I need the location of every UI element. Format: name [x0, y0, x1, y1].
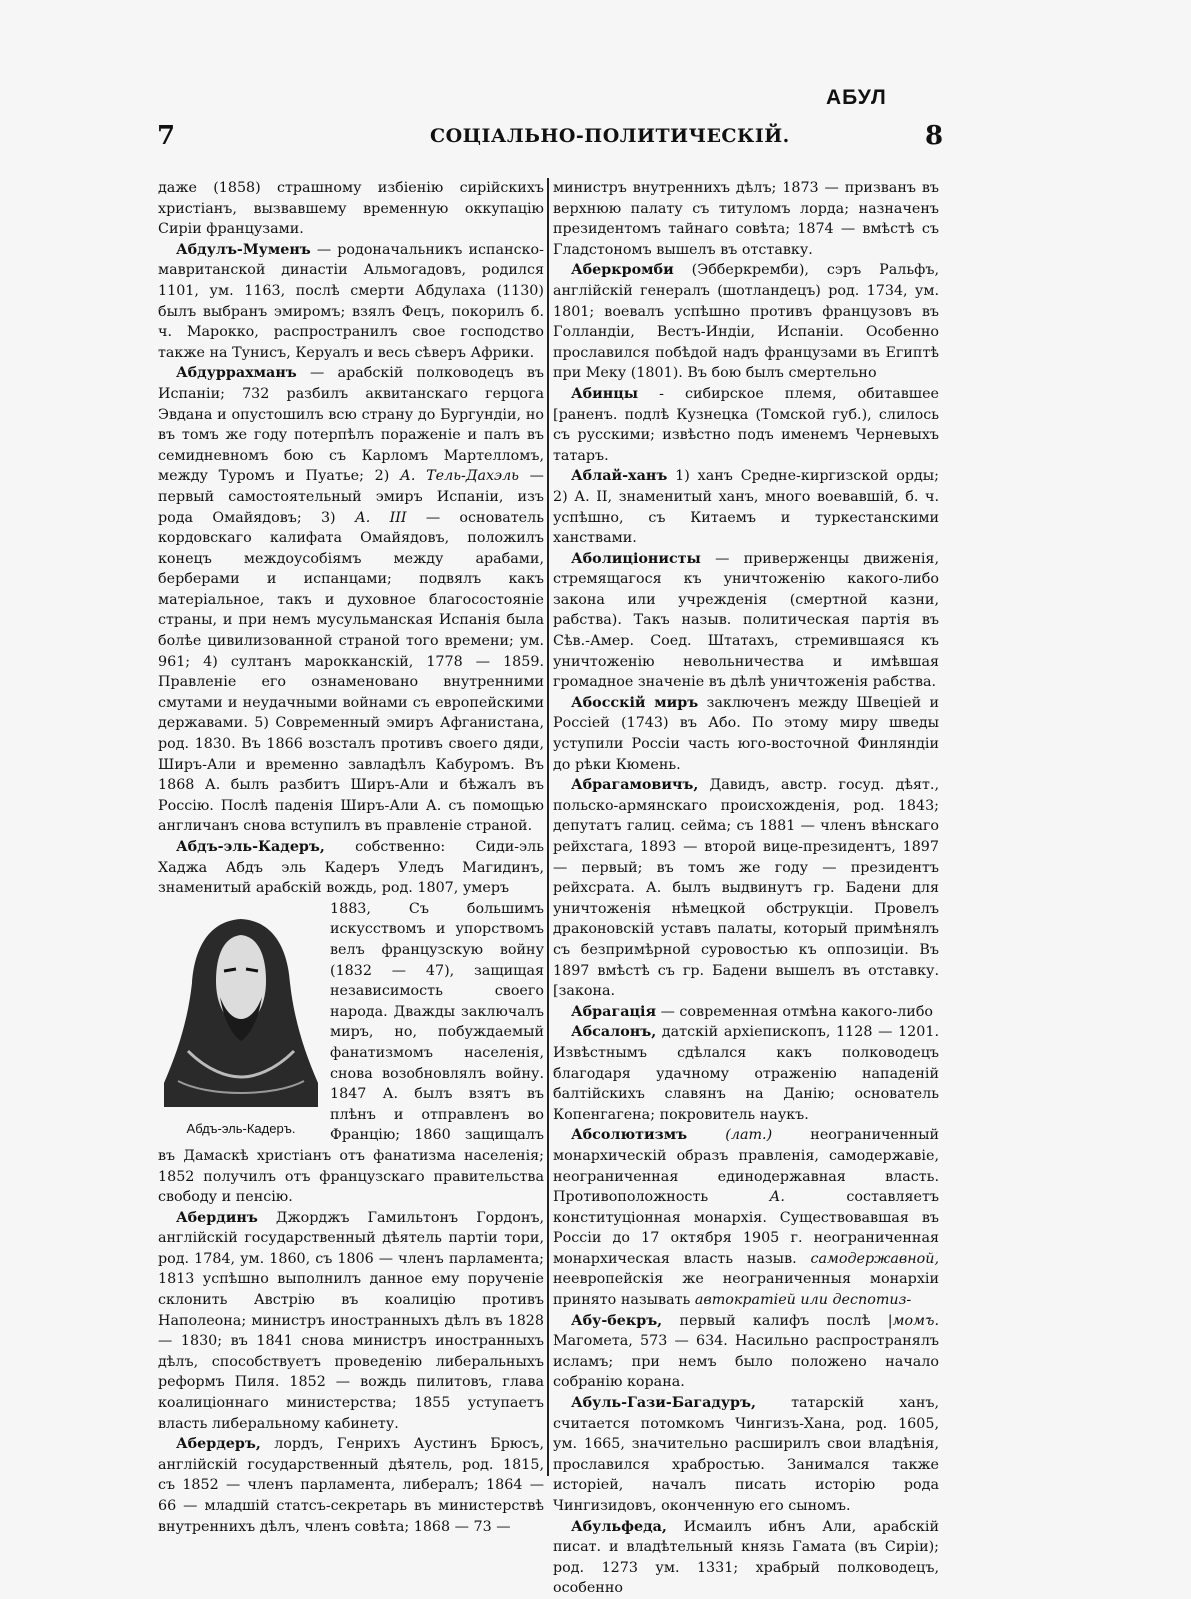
entry-aberdare: Абердеръ, лордъ, Генрихъ Аустинъ Брюсъ, англійскій государственный дѣятель, род. 1815, съ 1852 — членъ парламента, либералъ; 1864 — 66 — младшій статсъ-секретарь въ министерствѣ внутреннихъ дѣлъ, членъ совѣта; 1868 — 73 — — [158, 1436, 544, 1535]
entry-abd-el-kader-cont: 1883, Съ большимъ искусствомъ и упорствомъ велъ французскую войну (1832 — 47), защищая независимость своего народа. Дважды заключалъ миръ, но, побуждаемый фанатизмомъ населенія, снова возобновлялъ войну. 1847 А. былъ взятъ въ плѣнъ и отправленъ во Францію; 1860 защищалъ въ Дамаскѣ христіанъ отъ фанатизма населенія; 1852 получилъ отъ французскаго правительства свободу и пенсію. — [158, 900, 544, 1206]
portrait-engraving — [158, 901, 324, 1115]
entry-headword: Аболиціонисты — [571, 550, 701, 567]
entry-headword: Абинцы — [571, 385, 639, 402]
entry-absolutism: Абсолютизмъ (лат.) неограниченный монархическій образъ правленія, самодержавіе, неограниченная единодержавная власть. Противоположность А. составляетъ конституціонная монархія. Существовавшая въ Россіи до 17 октября 1905 г. неограниченная монархическая власть назыв. самодержавной, неевропейскія же неограниченныя монархіи принято называть автократіей или деспотиз- — [553, 1127, 939, 1309]
entry-abolitionists: Аболиціонисты — приверженцы движенія, стремящагося къ уничтоженію какого-либо закона или учрежденія (смертной казни, рабства). Такъ назыв. политическая партія въ Сѣв.-Амер. Соед. Штатахъ, стремившаяся къ уничтоженію невольничества и имѣвшая громадное значеніе въ дѣлѣ уничтоженія рабства. — [553, 550, 939, 691]
entry-abu-bekr: Абу-бекръ, первый калифъ послѣ |момъ. Магомета, 573 — 634. Насильно распространялъ исламъ; при немъ было положено начало собранію корана. — [553, 1312, 939, 1391]
entry-abdul-mumen: Абдулъ-Муменъ — родоначальникъ испанско-мавританской династіи Альмогадовъ, родился 1101, ум. 1163, послѣ смерти Абдулаха (1130) былъ выбранъ эмиромъ; взялъ Фецъ, покорилъ б. ч. Марокко, распространилъ свое господство также на Тунисъ, Керуалъ и весь сѣверъ Африки. — [158, 241, 544, 361]
page-number-left: 7 — [157, 121, 176, 151]
entry-headword: Абрагамовичъ, — [571, 777, 699, 794]
entry-abercromby: Аберкромби (Эбберкремби), сэръ Ральфъ, англійскій генералъ (шотландецъ) род. 1734, ум. 1801; воевалъ успѣшно противъ французовъ въ Голландіи, Вестъ-Индіи, Испаніи. Особенно прославился побѣдой надъ французами въ Египтѣ при Меку (1801). Въ бою былъ смертельно — [553, 262, 939, 382]
entry-abrahamowicz: Абрагамовичъ, Давидъ, австр. госуд. дѣят., польско-армянскаго происхожденія, род. 1843; депутатъ галиц. сейма; съ 1881 — членъ вѣнскаго рейхстага, 1893 — второй вице-президентъ, 1897 — первый; въ томъ же году — президентъ рейхсрата. А. былъ выдвинутъ гр. Бадени для уничтоженія нѣмецкой обструкціи. Провелъ драконовскій уставъ палаты, который примѣнялъ съ безпримѣрной суровостью къ оппозиціи. Въ 1897 вмѣстѣ съ гр. Бадени вышелъ въ отставку. [закона. — [553, 777, 939, 1000]
entry-headword: Абосскій миръ — [571, 694, 699, 711]
entry-abdurrahman: Абдуррахманъ — арабскій полководецъ въ Испаніи; 732 разбилъ аквитанскаго герцога Эвдана и опустошилъ всю страну до Бургундіи, но въ томъ же году потерпѣлъ пораженіе и палъ въ семидневномъ бою съ Карломъ Мартелломъ, между Туромъ и Пуатье; 2) А. Тель-Дахэль — первый самостоятельный эмиръ Испаніи, изъ рода Омайядовъ; 3) А. III — основатель кордовскаго калифата Омайядовъ, положилъ конецъ междоусобіямъ между арабами, берберами и испанцами; подвялъ какъ матеріальное, такъ и духовное благосостояніе страны, и при немъ мусульманская Испанія была болѣе цивилизованной страной того времени; ум. 961; 4) султанъ марокканскій, 1778 — 1859. Правленіе его ознаменовано внутренними смутами и неудачными войнами съ европейскими державами. 5) Современный эмиръ Афганистана, род. 1830. Въ 1866 возсталъ противъ своего дяди, Ширъ-Али и временно завладѣлъ Кабуромъ. Въ 1868 А. былъ разбитъ Ширъ-Али и бѣжалъ въ Россію. Послѣ паденія Ширъ-Али А. съ помощью англичанъ снова вступилъ въ правленіе страной. — [158, 365, 544, 835]
entry-abintsy: Абинцы - сибирское племя, обитавшее [раненъ. подлѣ Кузнецка (Томской губ.), слилось съ русскими; извѣстно подъ именемъ Черневыхъ татаръ. — [553, 385, 939, 464]
portrait-caption: Абдъ-эль-Кадеръ. — [186, 1120, 296, 1136]
left-column — [158, 178, 544, 1537]
entry-headword: Абердинъ — [176, 1209, 258, 1226]
entry-headword: Абдулъ-Муменъ — [176, 241, 311, 258]
entry-headword: Абуль-Гази-Багадуръ, — [571, 1395, 756, 1412]
entry-headword: Абсолютизмъ — [571, 1127, 688, 1144]
entry-headword: Аблай-ханъ — [571, 468, 668, 485]
entry-absalon: Абсалонъ, датскій архіепископъ, 1128 — 1201. Извѣстнымъ сдѣлался какъ полководецъ благодаря удачному отраженію нападеній балтійскихъ славянъ на Данію; основатель Копенгагена; покровитель наукъ. — [553, 1024, 939, 1123]
entry-abo-peace: Абосскій миръ заключенъ между Швеціей и Россіей (1743) въ Або. По этому миру шведы уступили Россіи часть юго-восточной Финляндіи до рѣки Кюмень. — [553, 694, 939, 773]
column-divider — [547, 178, 549, 1476]
entry-abd-el-kader: Абдъ-эль-Кадеръ, собственно: Сиди-эль Хаджа Абдъ эль Кадеръ Уледъ Магидинъ, знаменитый арабскій вождь, род. 1807, умеръ — [158, 839, 544, 897]
running-head: АБУЛ — [826, 86, 887, 109]
entry-continuation: даже (1858) страшному избіенію сирійскихъ христіанъ, вызвавшему временную оккупацію Сиріи французами. — [158, 180, 544, 238]
entry-headword: Абдуррахманъ — [176, 365, 297, 382]
entry-headword: Абдъ-эль-Кадеръ, — [176, 839, 325, 855]
page-title: СОЦІАЛЬНО-ПОЛИТИЧЕСКІЙ. — [430, 125, 790, 147]
entry-headword: Абу-бекръ, — [571, 1312, 663, 1329]
entry-abul-gazi: Абуль-Гази-Багадуръ, татарскій ханъ, считается потомкомъ Чингизъ-Хана, род. 1605, ум. 1665, значительно расширилъ свои владѣнія, прославился храбростью. Занимался также исторіей, началъ писать исторію рода Чингизидовъ, оконченную его сыномъ. — [553, 1395, 939, 1514]
entry-headword: Абрагація — [571, 1003, 657, 1020]
entry-headword: Аберкромби — [571, 262, 674, 279]
portrait-illustration — [158, 901, 324, 1139]
entry-aberdeen: Абердинъ Джорджъ Гамильтонъ Гордонъ, англійскій государственный дѣятель партіи тори, род. 1784, ум. 1860, съ 1806 — членъ парламента; 1813 успѣшно выполнилъ данное ему порученіе склонить Австрію въ коалицію противъ Наполеона; министръ иностранныхъ дѣлъ въ 1828 — 1830; въ 1841 снова министръ иностранныхъ дѣлъ, способствуетъ проведенію либеральныхъ реформъ Пиля. 1852 — вождь пилитовъ, глава коалиціоннаго министерства; 1855 уступаетъ власть либеральному кабинету. — [158, 1209, 544, 1432]
entry-abrogation: Абрагація — современная отмѣна какого-либо — [571, 1003, 934, 1020]
entry-ablai-khan: Аблай-ханъ 1) ханъ Средне-киргизской орды; 2) А. II, знаменитый ханъ, много воевавшій, б. ч. успѣшно, съ Китаемъ и туркестанскими ханствами. — [553, 468, 939, 547]
page-number-right: 8 — [925, 121, 944, 151]
entry-abulfeda: Абульфеда, Исмаилъ ибнъ Али, арабскій писат. и владѣтельный князь Гамата (въ Сиріи); род. 1273 ум. 1331; храбрый полководецъ, особенно — [553, 1518, 939, 1597]
entry-headword: Абердеръ, — [176, 1436, 261, 1453]
right-column — [553, 178, 939, 1599]
entry-headword: Абсалонъ, — [571, 1024, 657, 1041]
entry-headword: Абульфеда, — [571, 1518, 667, 1535]
entry-continuation: министръ внутреннихъ дѣлъ; 1873 — призванъ въ верхнюю палату съ титуломъ лорда; назначенъ президентомъ тайнаго совѣта; 1874 — вмѣстѣ съ Гладстономъ вышелъ въ отставку. — [553, 180, 939, 258]
